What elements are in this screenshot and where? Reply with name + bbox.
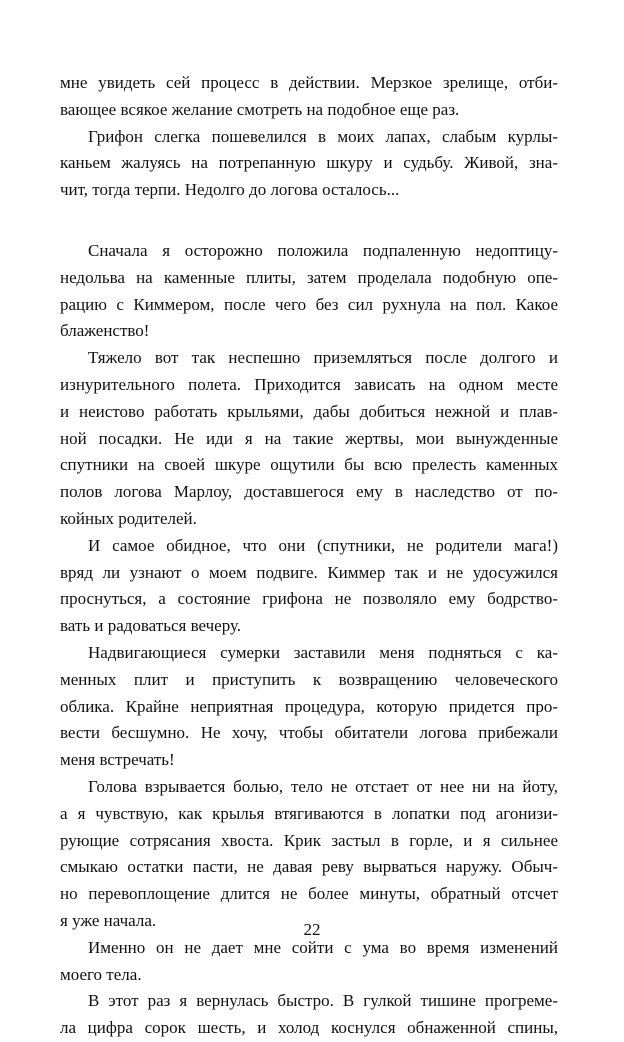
text-line: Грифон слегка пошевелился в моих лапах, слабым курлы- — [88, 126, 558, 146]
page-number: 22 — [303, 920, 321, 939]
text-line: спутники на своей шкуре ощутили бы всю прелесть каменных — [60, 455, 558, 475]
text-line: Тяжело вот так неспешно приземляться после долгого и — [88, 348, 558, 368]
text-line: В этот раз я вернулась быстро. В гулкой тишине прогреме- — [88, 991, 558, 1011]
paragraph — [60, 70, 558, 124]
paragraph — [60, 988, 558, 1042]
paragraph — [60, 124, 558, 204]
text-line: Именно он не дает мне сойти с ума во время изменений — [88, 937, 558, 957]
paragraph — [60, 533, 558, 640]
text-line: вести бесшумно. Не хочу, чтобы обитатели логова прибежали — [60, 723, 558, 743]
text-line: полов логова Марлоу, доставшегося ему в наследство от по- — [60, 482, 558, 502]
text-line: а я чувствую, как крылья втягиваются в лопатки под агонизи- — [60, 803, 558, 823]
paragraph — [60, 640, 558, 774]
text-line: менных плит и приступить к возвращению человеческого — [60, 669, 558, 689]
text-line: ной посадки. Не иди я на такие жертвы, мои вынужденные — [60, 428, 558, 448]
text-line: вать и радоваться вечеру. — [60, 616, 242, 636]
book-page — [60, 70, 558, 1038]
text-line: И самое обидное, что они (спутники, не родители мага!) — [88, 535, 558, 555]
text-line: изнурительного полета. Приходится зависать на одном месте — [60, 374, 558, 394]
text-line: мне увидеть сей процесс в действии. Мерзкое зрелище, отби- — [60, 73, 558, 92]
text-line: проснуться, а состояние грифона не позволяло ему бодрство- — [60, 589, 558, 609]
paragraph — [60, 774, 558, 935]
text-line: я уже начала. — [60, 910, 157, 930]
paragraph — [60, 345, 558, 533]
text-line: блаженство! — [60, 321, 150, 341]
text-line: недольва на каменные плиты, затем проделала подобную опе- — [60, 267, 558, 287]
text-line: ла цифра сорок шесть, и холод коснулся обнаженной спины, — [60, 1018, 558, 1038]
paragraph — [60, 238, 558, 345]
text-line: каньем жалуясь на потрепанную шкуру и судьбу. Живой, зна- — [60, 153, 558, 173]
paragraph — [60, 935, 558, 989]
text-line: Надвигающиеся сумерки заставили меня подняться с ка- — [88, 642, 558, 662]
text-line: вающее всякое желание смотреть на подобное еще раз. — [60, 99, 460, 119]
text-line: облика. Крайне неприятная процедура, которую придется про- — [60, 696, 558, 716]
text-line: но перевоплощение длится не более минуты, обратный отсчет — [60, 884, 558, 904]
text-line: моего тела. — [60, 964, 142, 984]
text-line: Голова взрывается болью, тело не отстает от нее ни на йоту, — [88, 776, 558, 796]
text-line: Сначала я осторожно положила подпаленную недоптицу- — [88, 240, 558, 260]
text-line: вряд ли узнают о моем подвиге. Киммер так и не удосужился — [60, 562, 558, 582]
section-break — [60, 204, 558, 238]
text-line: смыкаю остатки пасти, не давая реву вырваться наружу. Обыч- — [60, 857, 558, 877]
text-line: койных родителей. — [60, 508, 197, 528]
text-line: рацию с Киммером, после чего без сил рухнула на пол. Какое — [60, 294, 558, 314]
text-line: рующие сотрясания хвоста. Крик застыл в горле, и я сильнее — [60, 830, 558, 850]
text-line: чит, тогда терпи. Недолго до логова осталось... — [60, 180, 400, 200]
text-line: и неистово работать крыльями, дабы добиться нежной и плав- — [60, 401, 558, 421]
text-line: меня встречать! — [60, 750, 175, 770]
